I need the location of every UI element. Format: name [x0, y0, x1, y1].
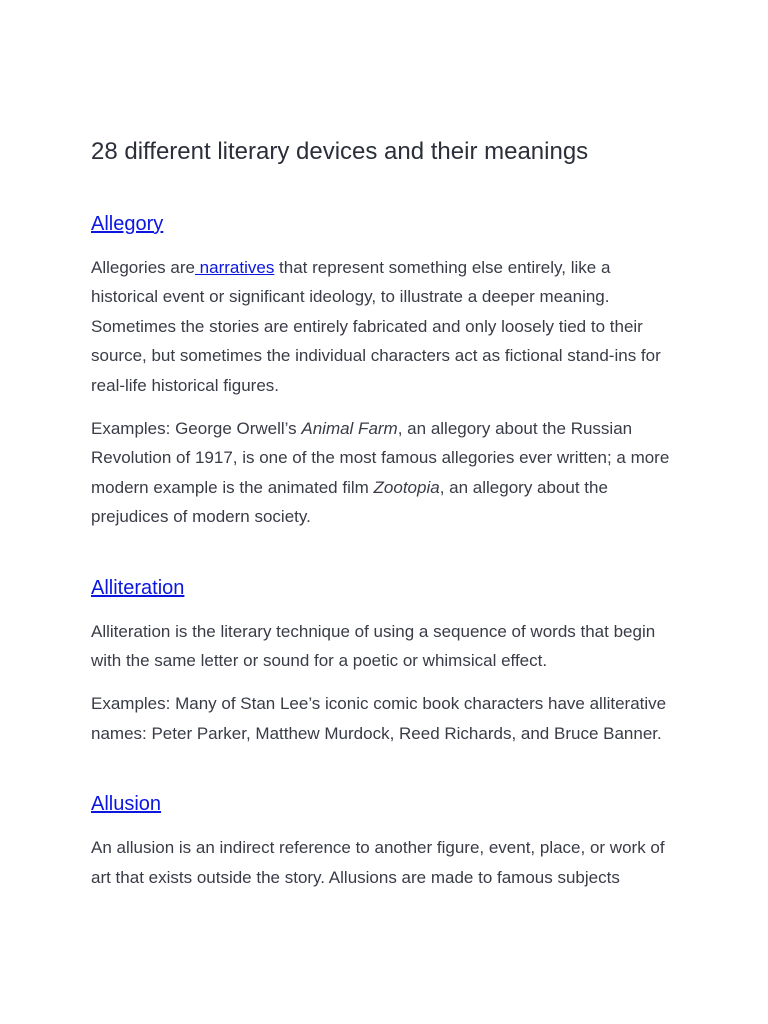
allegory-heading-link[interactable]: Allegory [91, 213, 164, 235]
alliteration-examples: Examples: Many of Stan Lee’s iconic comic book characters have alliterative names: Peter Parker, Matthew Murdock, Reed Richards, and Bruce Banner. [91, 694, 667, 743]
allegory-example-part-2: , an allegory about the Russian Revolution of 1917, is one of the most famous allegories ever written; a more modern example is the animated film [91, 419, 670, 497]
section-heading-allegory [91, 210, 679, 238]
alliteration-definition: Alliteration is the literary technique of using a sequence of words that begin with the same letter or sound for a poetic or whimsical effect. [91, 621, 656, 671]
allegory-examples [91, 414, 679, 532]
section-heading-alliteration [91, 574, 679, 602]
alliteration-heading-link[interactable]: Alliteration [91, 576, 185, 599]
allusion-heading-link[interactable]: Allusion [91, 793, 162, 816]
animal-farm-title: Animal Farm [301, 419, 398, 439]
allegory-text-end: that represent something else entirely, like a historical event or significant ideology, to illustrate a deeper meaning. Sometimes the stories are entirely fabricated and only loosely tied to their source, but sometimes the individual characters act as fictional stand-ins for real-life historical figures. [91, 258, 661, 395]
page-title: 28 different literary devices and their meanings [91, 138, 589, 165]
allegory-example-part-1: Examples: George Orwell’s [91, 419, 302, 439]
section-heading-allusion [91, 790, 679, 818]
allusion-definition: An allusion is an indirect reference to another figure, event, place, or work of art that exists outside the story. Allusions are made to famous subjects [91, 838, 665, 887]
article-content [91, 136, 679, 892]
zootopia-title: Zootopia [373, 477, 440, 497]
allegory-example-part-3: , an allegory about the prejudices of modern society. [91, 477, 608, 527]
allegory-definition [91, 253, 679, 400]
allegory-text-start: Allegories are [91, 258, 195, 277]
narratives-link[interactable]: narratives [194, 258, 275, 277]
